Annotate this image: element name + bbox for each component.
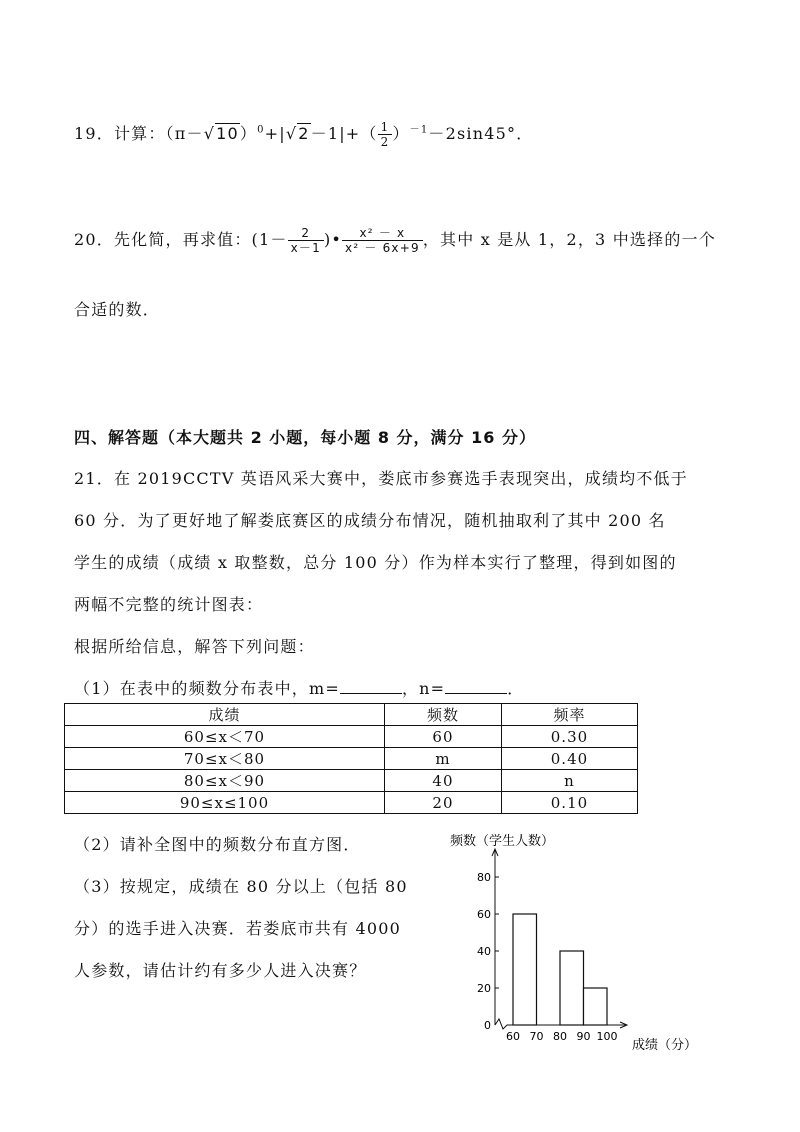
part1-text-a: （1）在表中的频数分布表中，m= — [74, 679, 340, 698]
sqrt-symbol: √ — [203, 124, 216, 143]
table-header-row — [65, 704, 638, 726]
part1-text-b: ，n= — [401, 679, 446, 698]
histogram-bar — [584, 988, 608, 1025]
part1-text-c: ． — [507, 679, 525, 698]
q21-line1: 21．在 2019CCTV 英语风采大赛中，娄底市参赛选手表现突出，成绩均不低于 — [74, 469, 688, 488]
y-tick-label: 60 — [477, 908, 491, 921]
histogram-bar — [513, 914, 537, 1025]
q21-part3-line1: （3）按规定，成绩在 80 分以上（包括 80 — [74, 877, 408, 896]
table-row — [65, 770, 638, 792]
sqrt-symbol: √ — [285, 124, 298, 143]
q19-exp-neg1: －1 — [409, 124, 429, 136]
q19-sqrt10: 10 — [216, 124, 239, 143]
q20-fraction-1 — [288, 226, 324, 255]
x-tick-label: 100 — [596, 1030, 618, 1043]
question-19 — [74, 120, 533, 149]
table-cell: 60≤x＜70 — [65, 726, 385, 748]
table-row — [65, 792, 638, 814]
table-cell: 80≤x＜90 — [65, 770, 385, 792]
table-cell: 70≤x＜80 — [65, 748, 385, 770]
q19-frac-den: 2 — [380, 135, 390, 149]
header-score: 成绩 — [65, 704, 385, 726]
x-tick-label: 60 — [506, 1030, 520, 1043]
q21-part1 — [74, 676, 524, 699]
q20-frac2-num: x² － x — [342, 226, 423, 241]
x-tick-label: 80 — [553, 1030, 567, 1043]
q20-frac2-den: x² － 6x+9 — [345, 241, 420, 255]
q19-p4: ） — [392, 124, 410, 143]
table-cell: 0.10 — [501, 792, 637, 814]
table-cell: 0.40 — [501, 748, 637, 770]
q21-line4: 两幅不完整的统计图表： — [74, 595, 264, 614]
q19-prefix: 19．计算：（π－ — [74, 124, 204, 143]
q20-fraction-2 — [342, 226, 423, 255]
x-axis-label: 成绩（分） — [632, 1038, 698, 1053]
y-tick-label: 0 — [484, 1019, 491, 1032]
table-cell: 20 — [384, 792, 501, 814]
q19-p3: －1|+（ — [310, 124, 378, 143]
table-cell: n — [501, 770, 637, 792]
header-rate: 频率 — [501, 704, 637, 726]
frequency-table — [64, 703, 638, 814]
y-tick-label: 40 — [477, 945, 491, 958]
q21-line3: 学生的成绩（成绩 x 取整数，总分 100 分）作为样本实行了整理，得到如图的 — [74, 553, 677, 572]
q21-line5: 根据所给信息，解答下列问题： — [74, 637, 315, 656]
table-row — [65, 748, 638, 770]
histogram-bar — [560, 951, 584, 1025]
y-tick-label: 80 — [477, 871, 491, 884]
q20-frac1-den: x－1 — [290, 241, 321, 255]
table-cell: 60 — [384, 726, 501, 748]
header-frequency: 频数 — [384, 704, 501, 726]
table-cell: 40 — [384, 770, 501, 792]
question-20 — [74, 226, 716, 255]
table-cell: m — [384, 748, 501, 770]
q19-p2: +| — [264, 124, 286, 143]
x-tick-label: 70 — [529, 1030, 544, 1043]
x-tick-label: 90 — [576, 1030, 591, 1043]
q20-line2: 合适的数． — [74, 300, 161, 319]
q19-p5: －2sin45°． — [428, 124, 534, 143]
q20-frac1-num: 2 — [288, 226, 324, 241]
answer-blank-n[interactable] — [445, 679, 507, 694]
table-cell: 0.30 — [501, 726, 637, 748]
q20-prefix: 20．先化简，再求值：(1－ — [74, 230, 288, 249]
q19-exp0: 0 — [257, 124, 265, 136]
y-axis-label: 频数（学生人数） — [450, 834, 555, 849]
table-row — [65, 726, 638, 748]
q21-line2: 60 分．为了更好地了解娄底赛区的成绩分布情况，随机抽取利了其中 200 名 — [74, 511, 666, 530]
q19-sqrt2: 2 — [298, 124, 310, 143]
q21-part3-line2: 分）的选手进入决赛．若娄底市共有 4000 — [74, 919, 402, 938]
q21-part3-line3: 人参数，请估计约有多少人进入决赛？ — [74, 961, 367, 980]
q19-fraction — [378, 120, 393, 149]
q21-part2: （2）请补全图中的频数分布直方图． — [74, 835, 361, 854]
y-tick-label: 20 — [477, 982, 491, 995]
answer-blank-m[interactable] — [340, 679, 402, 694]
table-cell: 90≤x≤100 — [65, 792, 385, 814]
q20-mid: )• — [323, 230, 343, 249]
q19-frac-num: 1 — [378, 120, 393, 135]
frequency-histogram — [440, 825, 720, 1060]
q19-p1: ） — [239, 124, 258, 143]
section-heading: 四、解答题（本大题共 2 小题，每小题 8 分，满分 16 分） — [74, 428, 536, 447]
q20-suffix: ，其中 x 是从 1，2，3 中选择的一个 — [422, 230, 716, 249]
